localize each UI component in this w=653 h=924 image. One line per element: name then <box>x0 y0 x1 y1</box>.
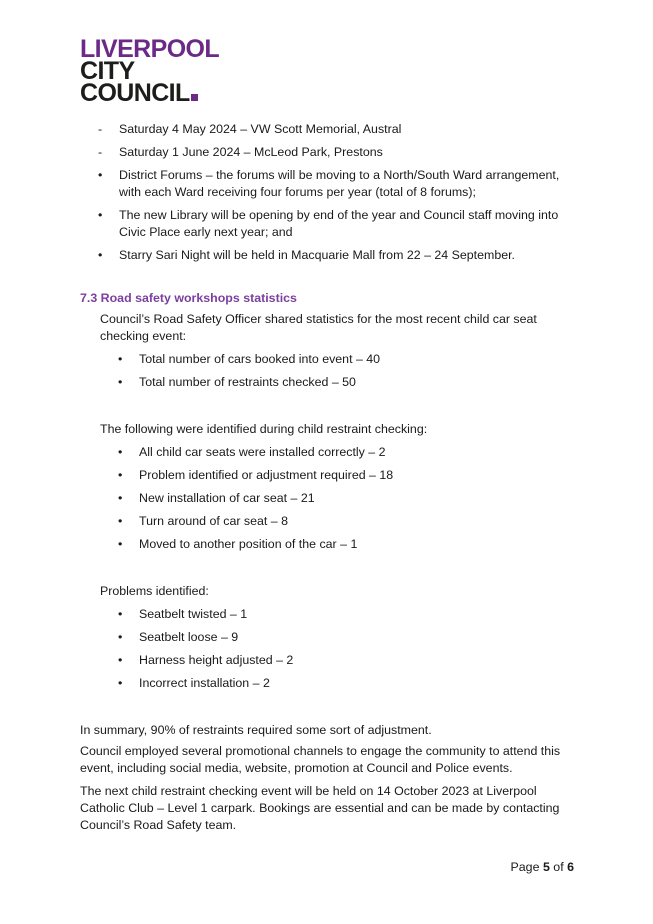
problems-intro: Problems identified: <box>100 584 209 598</box>
list-item: - Saturday 1 June 2024 – McLeod Park, Prestons <box>98 145 383 159</box>
problem-item: • Seatbelt loose – 9 <box>118 630 239 644</box>
council-logo <box>80 35 220 107</box>
page-number: Page 5 of 6 <box>510 860 574 874</box>
list-item: • Starry Sari Night will be held in Macquarie Mall from 22 – 24 September. <box>98 248 515 262</box>
logo-square-icon <box>191 94 198 101</box>
problem-item: • Harness height adjusted – 2 <box>118 653 294 667</box>
section-intro: Council’s Road Safety Officer shared statistics for the most recent child car seat checking event: <box>100 312 537 343</box>
stat-item: • Total number of restraints checked – 50 <box>118 375 356 389</box>
identified-intro: The following were identified during child restraint checking: <box>100 422 428 436</box>
identified-item: • Turn around of car seat – 8 <box>118 514 289 528</box>
list-item: • District Forums – the forums will be moving to a North/South Ward arrangement, with each Ward receiving four forums per year (total of 8 forums); <box>98 168 560 199</box>
problem-item: • Seatbelt twisted – 1 <box>118 607 248 621</box>
identified-item: • New installation of car seat – 21 <box>118 491 315 505</box>
list-item: • The new Library will be opening by end of the year and Council staff moving into Civic Place early next year; and <box>98 208 559 239</box>
list-item: - Saturday 4 May 2024 – VW Scott Memorial, Austral <box>98 122 402 136</box>
problem-item: • Incorrect installation – 2 <box>118 676 270 690</box>
identified-item: • All child car seats were installed correctly – 2 <box>118 445 386 459</box>
page-content <box>80 121 580 834</box>
identified-item: • Moved to another position of the car – 1 <box>118 537 358 551</box>
identified-item: • Problem identified or adjustment required – 18 <box>118 468 394 482</box>
logo-line-2: CITY <box>80 57 135 85</box>
logo-line-1: LIVERPOOL <box>80 35 220 63</box>
logo-line-3: COUNCIL <box>80 79 190 107</box>
summary-paragraph: In summary, 90% of restraints required some sort of adjustment. <box>80 723 432 737</box>
section-heading: 7.3 Road safety workshops statistics <box>80 291 297 305</box>
next-event-paragraph: The next child restraint checking event will be held on 14 October 2023 at Liverpool Catholic Club – Level 1 carpark. Bookings are essential and can be made by contacting Council’s Road Safety team. <box>80 784 560 832</box>
stat-item: • Total number of cars booked into event – 40 <box>118 352 381 366</box>
promo-paragraph: Council employed several promotional channels to engage the community to attend this event, including social media, website, promotion at Council and Police events. <box>80 744 561 775</box>
